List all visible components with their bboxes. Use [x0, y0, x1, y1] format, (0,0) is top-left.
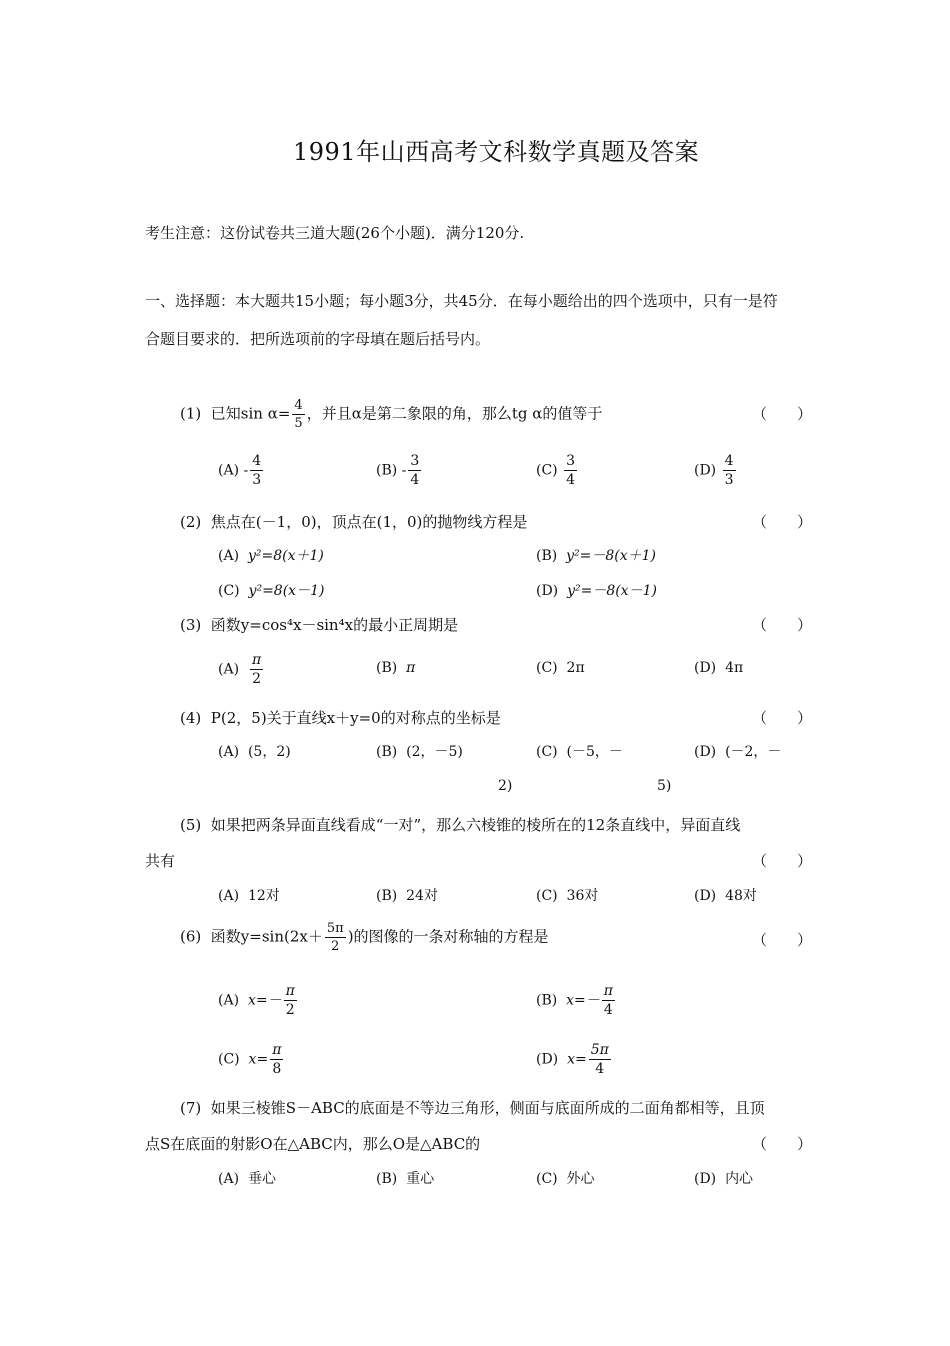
option-label: (A) — [218, 548, 240, 564]
option-text: 12对 — [247, 888, 280, 904]
option-label: (B) — [376, 1171, 398, 1187]
fraction-denominator: 2 — [252, 671, 262, 687]
option-text: 内心 — [725, 1171, 754, 1187]
q4-option-d-continued: 5) — [657, 778, 672, 794]
fraction — [325, 920, 346, 955]
option-text: 24对 — [406, 888, 438, 904]
q1-option-a — [218, 452, 265, 489]
question-text-pre: 函数y=sin(2x＋ — [210, 927, 323, 946]
q2-option-c — [218, 580, 324, 600]
q5-option-b — [376, 885, 438, 905]
question-5-line2: 共有 — [145, 852, 176, 870]
q7-option-c — [536, 1168, 595, 1188]
option-text: (5，2) — [247, 744, 291, 760]
answer-bracket: （ ） — [752, 513, 813, 531]
question-4 — [180, 707, 501, 728]
q2-option-b — [536, 545, 656, 565]
option-text: y²=－8(x＋1) — [566, 548, 657, 564]
option-text: π — [406, 660, 416, 676]
fraction-denominator: 4 — [410, 472, 420, 488]
answer-bracket: （ ） — [752, 709, 813, 727]
option-sign: - — [243, 462, 249, 479]
fraction — [284, 982, 297, 1019]
option-text: (－2，－ — [725, 744, 782, 760]
q6-option-d — [536, 1041, 613, 1078]
question-number: (7) — [180, 1099, 202, 1117]
fraction-numerator: π — [285, 983, 295, 999]
option-text: x=－ — [247, 992, 282, 1009]
option-text: (－5，－ — [566, 744, 623, 760]
question-7 — [180, 1097, 765, 1118]
option-label: (A) — [218, 992, 240, 1009]
option-label: (A) — [218, 888, 240, 904]
q6-option-b — [536, 982, 617, 1019]
option-label: (B) — [536, 992, 558, 1009]
option-text: 2π — [566, 660, 585, 676]
fraction — [564, 452, 577, 489]
question-number: (4) — [180, 709, 202, 727]
fraction-denominator: 4 — [595, 1061, 605, 1077]
option-label: (A) — [218, 661, 240, 678]
option-text: x= — [567, 1051, 587, 1068]
option-label: (C) — [536, 462, 558, 479]
question-3 — [180, 614, 458, 635]
option-label: (C) — [536, 660, 558, 676]
option-text: 48对 — [725, 888, 757, 904]
option-label: (A) — [218, 744, 240, 760]
option-text: 4π — [725, 660, 744, 676]
q3-option-d — [694, 660, 743, 676]
fraction-numerator: π — [603, 983, 613, 999]
fraction — [602, 982, 615, 1019]
option-text: 外心 — [566, 1171, 595, 1187]
section-instructions-line1: 一、选择题：本大题共15小题；每小题3分，共45分．在每小题给出的四个选项中，只有一是符 — [145, 292, 778, 310]
page-title: 1991年山西高考文科数学真题及答案 — [293, 138, 700, 166]
fraction — [589, 1041, 611, 1078]
fraction-denominator: 5 — [294, 416, 303, 431]
question-text: 函数y=cos⁴x－sin⁴x的最小正周期是 — [210, 616, 459, 634]
option-text: 36对 — [566, 888, 599, 904]
answer-bracket: （ ） — [752, 852, 813, 870]
option-text: y²=－8(x－1) — [567, 583, 657, 599]
q6-option-a — [218, 982, 299, 1019]
question-number: (1) — [180, 404, 202, 423]
fraction — [250, 651, 263, 688]
q4-option-a — [218, 741, 291, 761]
option-sign: - — [401, 462, 407, 479]
fraction-denominator: 3 — [724, 472, 734, 488]
fraction — [250, 452, 263, 489]
fraction-numerator: 5π — [590, 1042, 609, 1058]
option-label: (C) — [218, 583, 240, 599]
option-text: 重心 — [406, 1171, 435, 1187]
fraction — [292, 397, 304, 432]
option-label: (D) — [694, 744, 717, 760]
option-label: (C) — [536, 744, 558, 760]
q2-option-d — [536, 580, 657, 600]
fraction-numerator: 4 — [294, 398, 303, 413]
q2-option-a — [218, 545, 324, 565]
fraction-numerator: 4 — [252, 453, 262, 469]
q1-option-d — [694, 452, 738, 489]
q1-option-c — [536, 452, 579, 489]
q3-option-a — [218, 651, 265, 688]
fraction-numerator: π — [251, 652, 262, 668]
q4-option-c — [536, 741, 623, 761]
option-label: (B) — [376, 744, 398, 760]
q5-option-d — [694, 885, 757, 905]
q7-option-a — [218, 1168, 276, 1188]
fraction-numerator: 4 — [724, 453, 734, 469]
option-text: 垂心 — [247, 1171, 276, 1187]
fraction — [408, 452, 421, 489]
option-label: (B) — [376, 660, 398, 676]
q5-option-a — [218, 885, 280, 905]
question-text-line1: 如果三棱锥S－ABC的底面是不等边三角形，侧面与底面所成的二面角都相等，且顶 — [210, 1099, 765, 1117]
q7-option-d — [694, 1168, 753, 1188]
option-label: (B) — [536, 548, 558, 564]
option-label: (C) — [536, 888, 558, 904]
question-text-line1: 如果把两条异面直线看成“一对”，那么六棱锥的棱所在的12条直线中，异面直线 — [210, 816, 741, 834]
question-text-post: )的图像的一条对称轴的方程是 — [347, 927, 549, 946]
option-label: (A) — [218, 1171, 240, 1187]
fraction — [723, 452, 736, 489]
q1-option-b — [376, 452, 423, 489]
option-label: (D) — [694, 660, 717, 676]
option-text: y²=8(x－1) — [248, 583, 325, 599]
q4-option-b — [376, 741, 463, 761]
option-label: (D) — [694, 462, 717, 479]
question-number: (5) — [180, 816, 202, 834]
answer-bracket: （ ） — [752, 931, 813, 949]
question-5 — [180, 814, 740, 835]
answer-bracket: （ ） — [752, 616, 813, 634]
option-label: (D) — [694, 1171, 717, 1187]
question-7-line2: 点S在底面的射影O在△ABC内，那么O是△ABC的 — [145, 1135, 481, 1153]
fraction-denominator: 4 — [603, 1002, 613, 1018]
question-text-post: ，并且α是第二象限的角，那么tg α的值等于 — [306, 404, 603, 423]
option-label: (A) — [218, 462, 240, 479]
option-text: (2，－5) — [406, 744, 463, 760]
option-text: y²=8(x＋1) — [247, 548, 324, 564]
question-text-pre: 已知sin α= — [210, 404, 291, 423]
option-label: (D) — [536, 583, 559, 599]
option-label: (C) — [536, 1171, 558, 1187]
fraction-denominator: 8 — [272, 1061, 282, 1077]
fraction-denominator: 2 — [285, 1002, 295, 1018]
fraction-denominator: 2 — [331, 939, 340, 954]
fraction-denominator: 3 — [252, 472, 262, 488]
question-number: (6) — [180, 927, 202, 946]
fraction-numerator: π — [272, 1042, 282, 1058]
answer-bracket: （ ） — [752, 405, 813, 423]
q7-option-b — [376, 1168, 434, 1188]
section-instructions-line2: 合题目要求的．把所选项前的字母填在题后括号内。 — [145, 330, 491, 348]
option-text: x= — [248, 1051, 269, 1068]
option-label: (B) — [376, 462, 398, 479]
fraction-numerator: 3 — [566, 453, 576, 469]
option-label: (D) — [694, 888, 717, 904]
question-text: 焦点在(－1，0)，顶点在(1，0)的抛物线方程是 — [210, 513, 528, 531]
question-6 — [180, 920, 549, 955]
option-text: x=－ — [566, 992, 600, 1009]
q5-option-c — [536, 885, 598, 905]
fraction-numerator: 5π — [326, 921, 344, 936]
q4-option-d — [694, 741, 781, 761]
q3-option-b — [376, 660, 415, 676]
exam-notice: 考生注意：这份试卷共三道大题(26个小题)．满分120分. — [145, 224, 525, 242]
question-number: (2) — [180, 513, 202, 531]
option-label: (C) — [218, 1051, 240, 1068]
fraction-denominator: 4 — [566, 472, 576, 488]
question-number: (3) — [180, 616, 202, 634]
answer-bracket: （ ） — [752, 1135, 813, 1153]
q4-option-c-continued: 2) — [498, 778, 513, 794]
fraction-numerator: 3 — [410, 453, 420, 469]
fraction — [270, 1041, 283, 1078]
option-label: (D) — [536, 1051, 559, 1068]
q6-option-c — [218, 1041, 285, 1078]
question-1 — [180, 397, 602, 432]
option-label: (B) — [376, 888, 398, 904]
question-text: P(2，5)关于直线x＋y=0的对称点的坐标是 — [210, 709, 501, 727]
q3-option-c — [536, 660, 585, 676]
question-2 — [180, 511, 527, 532]
